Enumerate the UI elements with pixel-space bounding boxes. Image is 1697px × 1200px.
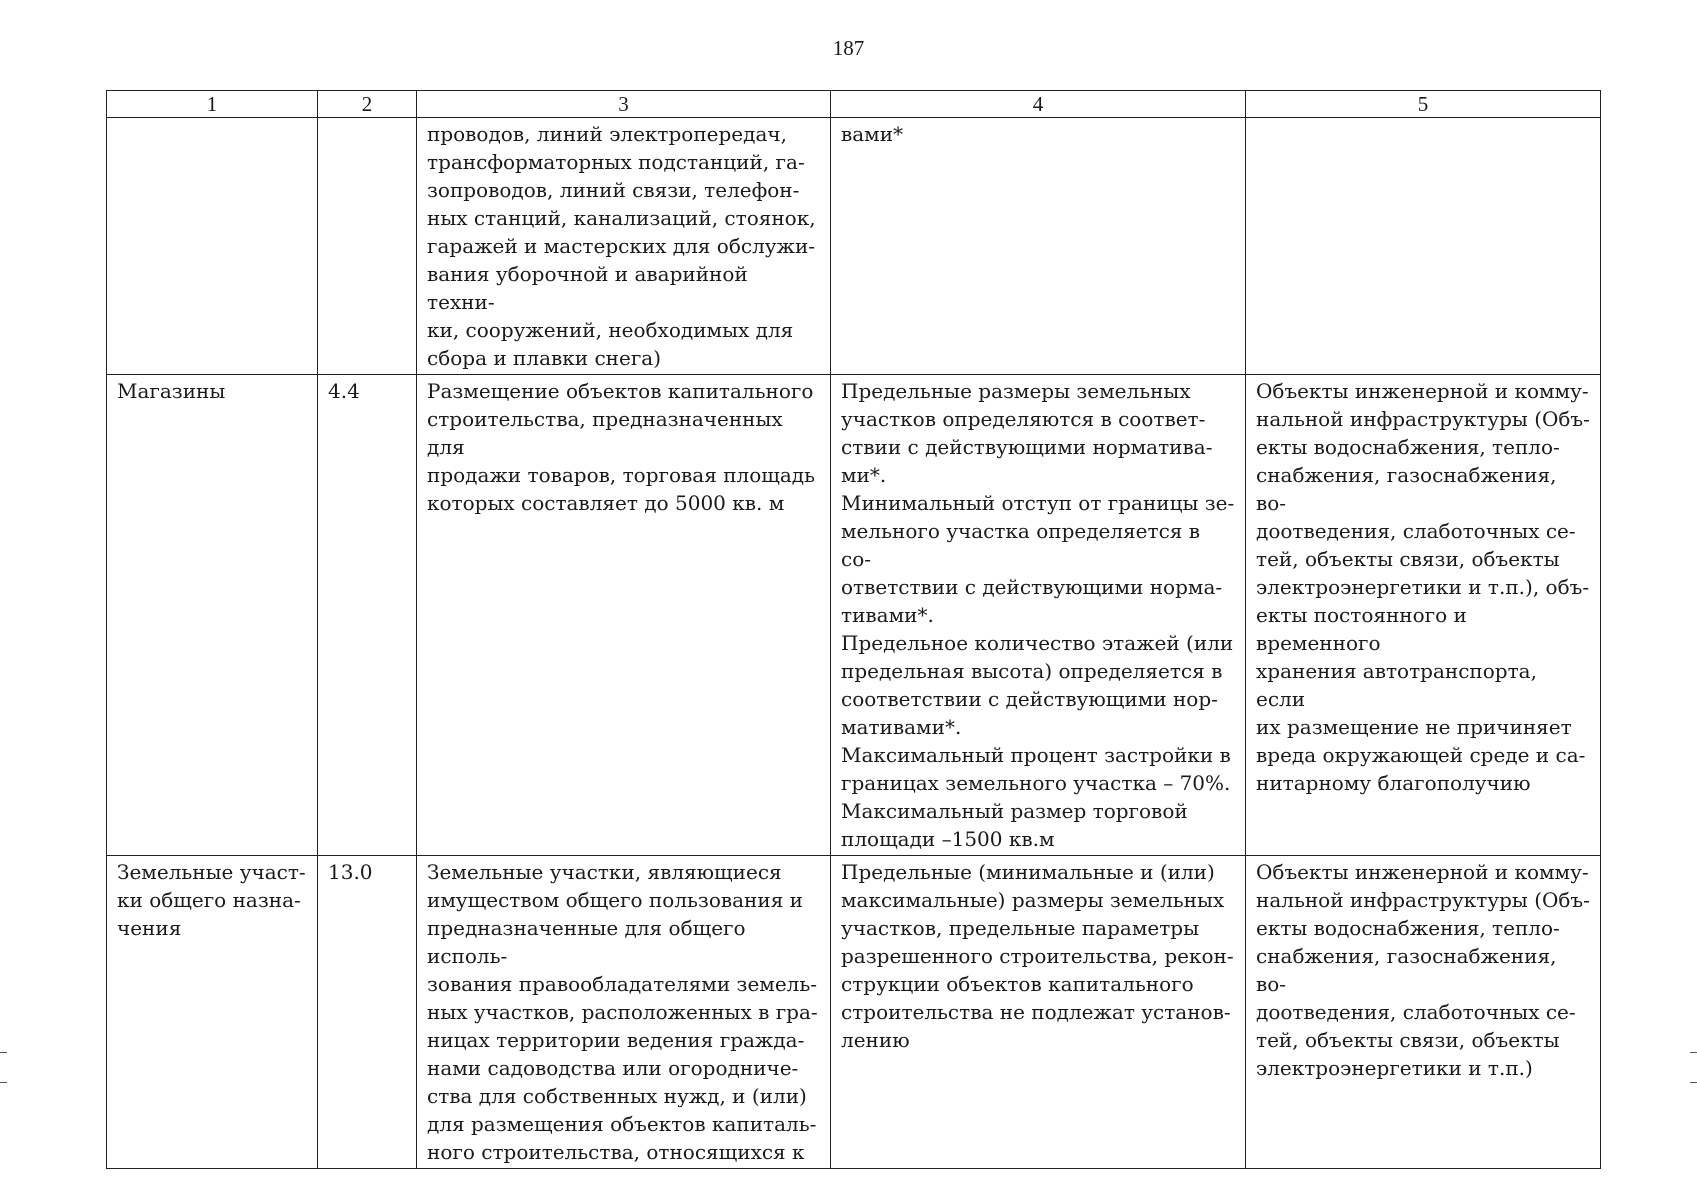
cell-description: Размещение объектов капитального строительства, предназначенных для продажи товаров, торговая площадь которых составляет до 5000 кв. м — [417, 375, 831, 856]
column-header-3: 3 — [417, 91, 831, 118]
scan-edge-mark — [1690, 1082, 1697, 1083]
scan-edge-mark — [0, 1052, 7, 1053]
cell-code — [318, 118, 417, 375]
scan-edge-mark — [0, 1082, 7, 1083]
cell-related-objects — [1246, 118, 1601, 375]
cell-parameters: вами* — [831, 118, 1246, 375]
page-number: 187 — [832, 36, 865, 60]
cell-name: Земельные участ- ки общего назна- чения — [107, 856, 318, 1169]
cell-parameters: Предельные (минимальные и (или) максимальные) размеры земельных участков, предельные параметры разрешенного строительства, рекон- струкции объектов капитального строительства не подлежат установ- лению — [831, 856, 1246, 1169]
table-row — [107, 856, 1601, 1169]
cell-related-objects: Объекты инженерной и комму- нальной инфраструктуры (Объ- екты водоснабжения, тепло- снабжения, газоснабжения, во- доотведения, слаботочных се- тей, объекты связи, объекты электроэнергетики и т.п.), объ- екты постоянного и временного хранения автотранспорта, если их размещение не причиняет вреда окружающей среде и са- нитарному благополучию — [1246, 375, 1601, 856]
cell-code: 4.4 — [318, 375, 417, 856]
column-header-1: 1 — [107, 91, 318, 118]
cell-parameters: Предельные размеры земельных участков определяются в соответ- ствии с действующими норматива- ми*. Минимальный отступ от границы зе- мельного участка определяется в со- ответствии с действующими норма- тивами*. Предельное количество этажей (или предельная высота) определяется в соответствии с действующими нор- мативами*. Максимальный процент застройки в границах земельного участка – 70%. Максимальный размер торговой площади –1500 кв.м — [831, 375, 1246, 856]
cell-related-objects: Объекты инженерной и комму- нальной инфраструктуры (Объ- екты водоснабжения, тепло- снабжения, газоснабжения, во- доотведения, слаботочных се- тей, объекты связи, объекты электроэнергетики и т.п.) — [1246, 856, 1601, 1169]
column-header-2: 2 — [318, 91, 417, 118]
column-header-4: 4 — [831, 91, 1246, 118]
cell-name: Магазины — [107, 375, 318, 856]
column-header-5: 5 — [1246, 91, 1601, 118]
table-row — [107, 375, 1601, 856]
cell-description: Земельные участки, являющиеся имуществом общего пользования и предназначенные для общего исполь- зования правообладателями земель- ных участков, расположенных в гра- ницах территории ведения гражда- нами садоводства или огородниче- ства для собственных нужд, и (или) для размещения объектов капиталь- ного строительства, относящихся к — [417, 856, 831, 1169]
cell-description: проводов, линий электропередач, трансформаторных подстанций, га- зопроводов, линий связи, телефон- ных станций, канализаций, стоянок, гаражей и мастерских для обслужи- вания уборочной и аварийной техни- ки, сооружений, необходимых для сбора и плавки снега) — [417, 118, 831, 375]
cell-code: 13.0 — [318, 856, 417, 1169]
table-header-row — [107, 91, 1601, 118]
scan-edge-mark — [1690, 1052, 1697, 1053]
cell-name — [107, 118, 318, 375]
zoning-table — [106, 90, 1601, 1169]
table-row — [107, 118, 1601, 375]
